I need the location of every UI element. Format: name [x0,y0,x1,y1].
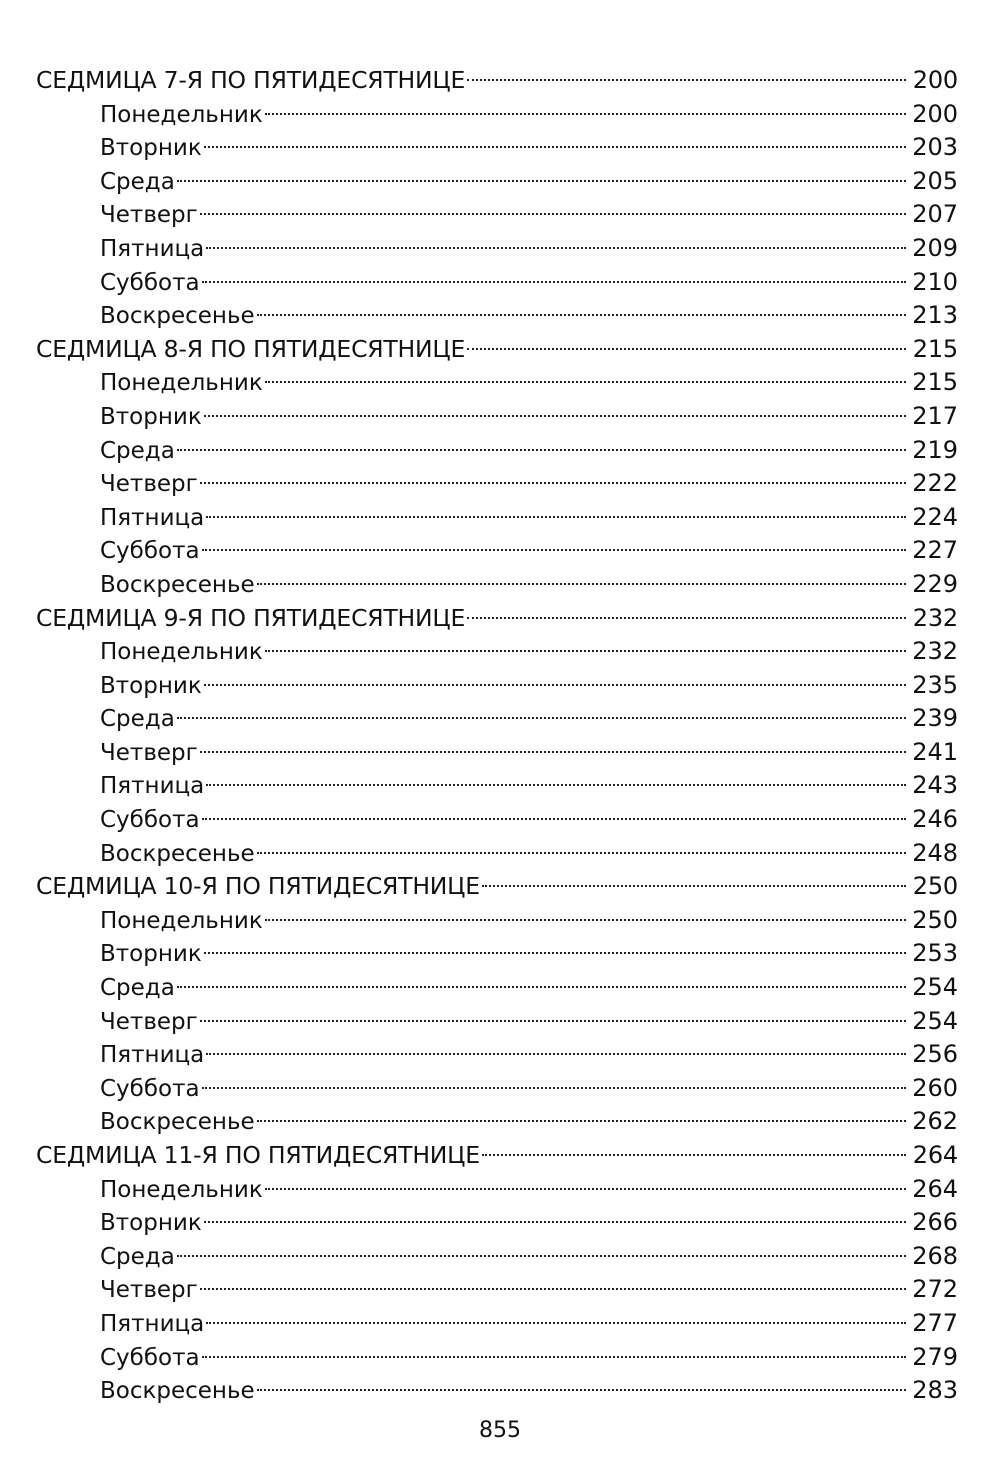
dot-leader [202,1087,906,1089]
dot-leader [467,79,906,81]
page-number: 232 [912,603,958,632]
dot-leader [204,684,906,686]
page-number: 224 [912,502,958,531]
page-number: 264 [912,1174,958,1203]
toc-entry [36,1072,958,1106]
entry-label: Четверг [100,1008,198,1035]
toc-entry [36,266,958,300]
dot-leader [265,650,906,652]
entry-label: Четверг [100,739,198,766]
entry-label: Вторник [100,941,202,968]
toc-section-heading [36,64,958,98]
toc-entry [36,669,958,703]
dot-leader [206,784,906,786]
page-number: 209 [912,233,958,262]
dot-leader [177,180,906,182]
page-number: 266 [912,1208,958,1237]
dot-leader [482,1154,906,1156]
toc-entry [36,165,958,199]
toc-entry [36,400,958,434]
page-number: 279 [912,1342,958,1371]
toc-entry [36,198,958,232]
page-number: 232 [912,637,958,666]
entry-label: Пятница [100,1310,205,1337]
entry-label: Вторник [100,672,202,699]
dot-leader [206,247,906,249]
page-number: 203 [912,133,958,162]
dot-leader [200,1288,906,1290]
toc-entry [36,299,958,333]
dot-leader [200,482,906,484]
dot-leader [257,1389,906,1391]
page-number: 264 [912,1141,958,1169]
dot-leader [202,1356,906,1358]
toc-entry [36,501,958,535]
toc-entry [36,1005,958,1039]
dot-leader [204,952,906,954]
page-number: 213 [912,301,958,330]
footer-page-number: 855 [479,1418,521,1443]
dot-leader [202,549,906,551]
page-number: 215 [912,334,958,363]
toc-entry [36,366,958,400]
page-number: 260 [912,1073,958,1102]
toc-entry [36,1105,958,1139]
toc-entry [36,635,958,669]
page-number: 215 [912,368,958,397]
entry-label: Воскресенье [100,1378,255,1405]
toc-entry [36,467,958,501]
toc-entry [36,534,958,568]
toc-entry [36,971,958,1005]
entry-label: Понедельник [100,101,263,128]
entry-label: Понедельник [100,1176,263,1203]
entry-label: Суббота [100,538,200,565]
entry-label: Среда [100,168,175,195]
dot-leader [257,1120,906,1122]
toc-entry [36,736,958,770]
dot-leader [206,1053,906,1055]
table-of-contents [36,64,958,1408]
page-number: 246 [912,805,958,834]
entry-label: Среда [100,437,175,464]
page-number: 253 [912,939,958,968]
page-number: 229 [912,569,958,598]
dot-leader [202,818,906,820]
dot-leader [200,213,906,215]
dot-leader [204,146,906,148]
page-number: 268 [912,1241,958,1270]
entry-label: Четверг [100,202,198,229]
page-number: 200 [912,99,958,128]
entry-label: Понедельник [100,370,263,397]
entry-label: Воскресенье [100,571,255,598]
dot-leader [202,281,906,283]
page-number: 241 [912,737,958,766]
page-number: 243 [912,771,958,800]
toc-entry [36,1273,958,1307]
entry-label: Среда [100,975,175,1002]
entry-label: Суббота [100,1344,200,1371]
page-number: 283 [912,1376,958,1405]
entry-label: Воскресенье [100,1109,255,1136]
toc-section-heading [36,333,958,367]
toc-entry [36,702,958,736]
toc-entry [36,434,958,468]
entry-label: Четверг [100,1277,198,1304]
page-number: 205 [912,166,958,195]
dot-leader [204,415,906,417]
entry-label: Воскресенье [100,840,255,867]
page-number: 219 [912,435,958,464]
toc-entry [36,837,958,871]
dot-leader [467,348,906,350]
dot-leader [204,1221,906,1223]
entry-label: Пятница [100,504,205,531]
toc-entry [36,1341,958,1375]
toc-entry [36,1038,958,1072]
dot-leader [177,717,906,719]
page-number: 217 [912,401,958,430]
page-number: 222 [912,469,958,498]
page-number: 207 [912,200,958,229]
page-number: 235 [912,670,958,699]
entry-label: Суббота [100,807,200,834]
entry-label: Вторник [100,403,202,430]
dot-leader [265,113,906,115]
entry-label: Среда [100,1243,175,1270]
dot-leader [265,919,906,921]
entry-label: Четверг [100,471,198,498]
page-number: 272 [912,1275,958,1304]
toc-section-heading [36,1139,958,1173]
dot-leader [177,986,906,988]
page-number: 210 [912,267,958,296]
entry-label: Пятница [100,773,205,800]
page-number: 250 [912,905,958,934]
toc-entry [36,1206,958,1240]
dot-leader [482,885,906,887]
entry-label: Суббота [100,269,200,296]
dot-leader [257,583,906,585]
dot-leader [265,381,906,383]
dot-leader [206,516,906,518]
entry-label: Суббота [100,1075,200,1102]
toc-entry [36,1173,958,1207]
entry-label: Среда [100,706,175,733]
dot-leader [257,852,906,854]
toc-entry [36,568,958,602]
toc-entry [36,131,958,165]
section-title: СЕДМИЦА 9-Я ПО ПЯТИДЕСЯТНИЦЕ [36,603,466,632]
toc-section-heading [36,870,958,904]
dot-leader [265,1188,906,1190]
dot-leader [257,314,906,316]
toc-entry [36,232,958,266]
page-number: 200 [912,66,958,94]
dot-leader [177,449,906,451]
toc-entry [36,98,958,132]
entry-label: Пятница [100,1042,205,1069]
section-title: СЕДМИЦА 11-Я ПО ПЯТИДЕСЯТНИЦЕ [36,1141,480,1169]
page-number: 254 [912,973,958,1002]
dot-leader [200,751,906,753]
dot-leader [206,1322,906,1324]
entry-label: Пятница [100,235,205,262]
entry-label: Понедельник [100,639,263,666]
toc-entry [36,904,958,938]
dot-leader [200,1020,906,1022]
toc-entry [36,1240,958,1274]
toc-entry [36,769,958,803]
toc-entry [36,937,958,971]
entry-label: Понедельник [100,907,263,934]
section-title: СЕДМИЦА 8-Я ПО ПЯТИДЕСЯТНИЦЕ [36,334,466,363]
toc-section-heading [36,602,958,636]
entry-label: Вторник [100,135,202,162]
dot-leader [177,1255,906,1257]
toc-entry [36,1307,958,1341]
toc-entry [36,1374,958,1408]
page-number: 239 [912,704,958,733]
toc-entry [36,803,958,837]
page-number: 250 [912,872,958,901]
entry-label: Воскресенье [100,303,255,330]
page-number: 248 [912,838,958,867]
dot-leader [467,617,906,619]
page-number: 262 [912,1107,958,1136]
page-number: 277 [912,1308,958,1337]
entry-label: Вторник [100,1210,202,1237]
section-title: СЕДМИЦА 10-Я ПО ПЯТИДЕСЯТНИЦЕ [36,872,480,901]
page-number: 256 [912,1040,958,1069]
page-number: 254 [912,1006,958,1035]
page-number: 227 [912,536,958,565]
section-title: СЕДМИЦА 7-Я ПО ПЯТИДЕСЯТНИЦЕ [36,66,466,94]
